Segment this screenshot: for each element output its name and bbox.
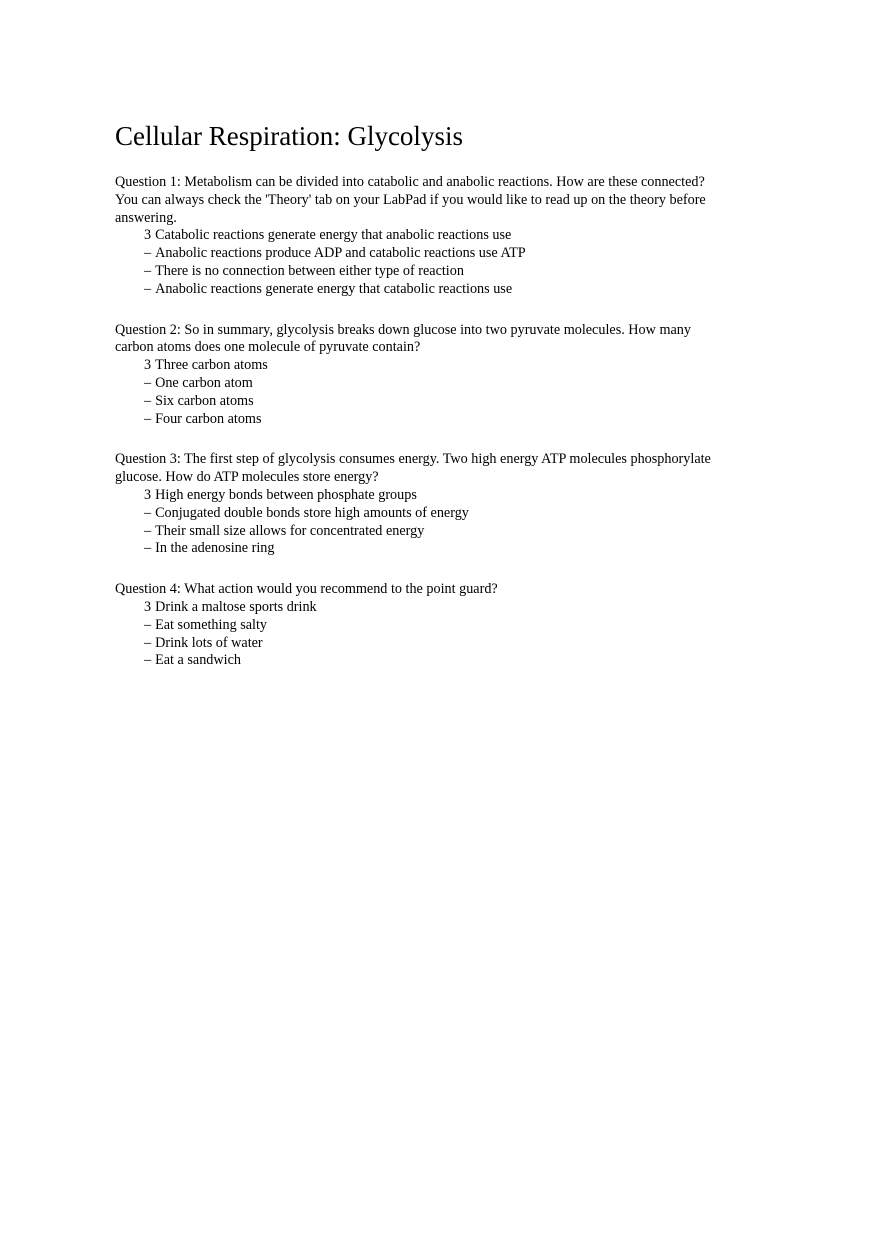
answer-text: There is no connection between either type of reaction [155, 262, 464, 279]
answer-marker: – [144, 245, 152, 262]
answer-item [144, 599, 715, 617]
answer-item [144, 411, 715, 429]
answer-item [144, 227, 715, 245]
question-4 [115, 581, 715, 670]
answer-marker: 3 [144, 598, 152, 615]
answer-item [144, 505, 715, 523]
answer-marker: – [144, 262, 152, 279]
page-title: Cellular Respiration: Glycolysis [115, 121, 463, 151]
answer-item [144, 635, 715, 653]
answer-text: Catabolic reactions generate energy that anabolic reactions use [155, 227, 512, 244]
question-3 [115, 451, 715, 558]
answer-text: Anabolic reactions generate energy that catabolic reactions use [155, 280, 513, 297]
answer-marker: 3 [144, 357, 152, 374]
question-text: Question 3: The first step of glycolysis consumes energy. Two high energy ATP molecules phosphorylate glucose. How do ATP molecules store energy? [115, 451, 711, 486]
answer-marker: – [144, 652, 152, 669]
answer-text: Drink a maltose sports drink [155, 598, 317, 615]
answer-item [144, 245, 715, 263]
question-text: Question 4: What action would you recommend to the point guard? [115, 581, 498, 598]
answer-item [144, 375, 715, 393]
answer-text: Anabolic reactions produce ADP and catabolic reactions use ATP [155, 245, 526, 262]
answer-marker: – [144, 280, 152, 297]
answer-item [144, 357, 715, 375]
answer-marker: 3 [144, 227, 152, 244]
answer-text: High energy bonds between phosphate groups [155, 486, 417, 503]
answer-item [144, 617, 715, 635]
answer-marker: – [144, 504, 152, 521]
answer-text: Drink lots of water [155, 634, 263, 651]
answer-item [144, 652, 715, 670]
question-text: Question 2: So in summary, glycolysis breaks down glucose into two pyruvate molecules. How many carbon atoms does one molecule of pyruvate contain? [115, 321, 691, 356]
answer-marker: 3 [144, 486, 152, 503]
answer-marker: – [144, 410, 152, 427]
answer-marker: – [144, 634, 152, 651]
answer-text: Eat something salty [155, 616, 268, 633]
answer-item [144, 263, 715, 281]
question-2 [115, 322, 715, 429]
question-note: You can always check the 'Theory' tab on your LabPad if you would like to read up on the theory before answering. [115, 191, 706, 226]
answer-text: Three carbon atoms [155, 357, 268, 374]
document-page [115, 118, 715, 693]
answer-marker: – [144, 540, 152, 557]
answer-marker: – [144, 392, 152, 409]
question-text: Question 1: Metabolism can be divided into catabolic and anabolic reactions. How are these connected? [115, 174, 705, 190]
answer-text: Their small size allows for concentrated energy [155, 522, 425, 539]
answer-item [144, 540, 715, 558]
answer-text: Four carbon atoms [155, 410, 262, 427]
answer-text: Conjugated double bonds store high amounts of energy [155, 504, 469, 521]
answer-text: One carbon atom [155, 374, 253, 391]
answer-marker: – [144, 522, 152, 539]
answer-list [115, 599, 715, 670]
answer-item [144, 523, 715, 541]
answer-text: Six carbon atoms [155, 392, 254, 409]
answer-list [115, 487, 715, 558]
answer-item [144, 487, 715, 505]
answer-marker: – [144, 374, 152, 391]
answer-list [115, 357, 715, 428]
answer-item [144, 393, 715, 411]
answer-marker: – [144, 616, 152, 633]
answer-text: In the adenosine ring [155, 540, 275, 557]
answer-list [115, 227, 715, 298]
question-1 [115, 174, 715, 299]
answer-item [144, 281, 715, 299]
answer-text: Eat a sandwich [155, 652, 241, 669]
